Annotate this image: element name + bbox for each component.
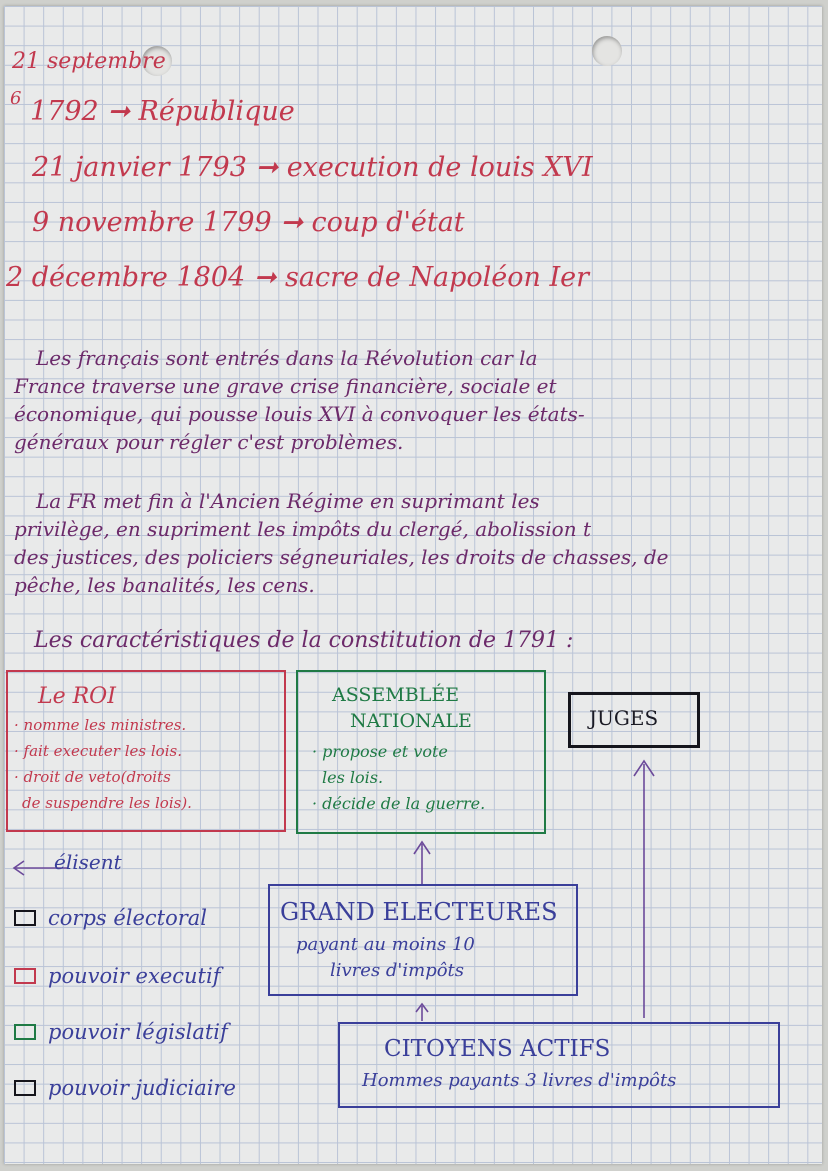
legend-label: corps électoral	[48, 906, 208, 930]
date-4-event: sacre de Napoléon Ier	[285, 262, 590, 293]
juges-box	[568, 692, 700, 748]
legend-pouvoir-legislatif	[14, 1020, 228, 1044]
paragraph-2-line: privilège, en supriment les impôts du clergé, abolission t	[14, 517, 592, 541]
paragraph-2-line: des justices, des policiers ségneuriales, les droits de chasses, de	[14, 545, 669, 569]
date-3-date: 9 novembre 1799	[32, 207, 272, 238]
arrow-icon: ➞	[280, 207, 303, 238]
date-line-1-prefix: 6	[10, 88, 22, 109]
assemblee-title-2: NATIONALE	[350, 710, 472, 732]
roi-line: · nomme les ministres.	[14, 716, 187, 734]
legend-label: pouvoir judiciaire	[48, 1076, 236, 1100]
paragraph-2-line: pêche, les banalités, les cens.	[14, 573, 315, 597]
legend-label: pouvoir législatif	[48, 1020, 228, 1044]
constitution-title: Les caractéristiques de la constitution de 1791 :	[34, 628, 574, 653]
assemblee-line: les lois.	[322, 768, 384, 787]
legend-pouvoir-judiciaire	[14, 1076, 236, 1100]
legend-label: pouvoir executif	[48, 964, 221, 988]
grand-electeurs-line1: payant au moins 10	[296, 934, 475, 955]
assemblee-line: · propose et vote	[312, 742, 448, 761]
date-line-1-day: 21 septembre	[12, 49, 166, 74]
date-1-event: République	[138, 96, 295, 127]
notebook-page	[4, 6, 822, 1164]
legend-swatch	[14, 1024, 36, 1040]
legend-swatch	[14, 1080, 36, 1096]
paragraph-1-line: France traverse une grave crise financière, sociale et	[14, 374, 557, 398]
elisent-label: élisent	[54, 850, 122, 874]
paragraph-1-line: Les français sont entrés dans la Révolution car la	[36, 346, 538, 370]
grand-electeurs-box	[268, 884, 578, 996]
date-2-date: 21 janvier 1793	[32, 152, 247, 183]
assemblee-box	[296, 670, 546, 834]
arrow-icon: ➞	[107, 96, 130, 127]
arrow-icon: ➞	[253, 262, 277, 293]
roi-line: de suspendre les lois).	[22, 794, 192, 812]
date-3-event: coup d'état	[311, 207, 465, 238]
legend-swatch	[14, 968, 36, 984]
roi-line: · droit de veto(droits	[14, 768, 171, 786]
legend-pouvoir-executif	[14, 964, 220, 988]
assemblee-line: · décide de la guerre.	[312, 794, 486, 813]
date-1-year: 1792	[30, 96, 99, 127]
juges-title: JUGES	[589, 706, 659, 730]
legend-corps-electoral	[14, 906, 207, 930]
legend-swatch	[14, 910, 36, 926]
paragraph-1-line: économique, qui pousse louis XVI à convoquer les états-	[14, 402, 585, 426]
arrow-icon: ➞	[255, 152, 279, 183]
roi-title: Le ROI	[38, 684, 116, 709]
paragraph-2-line: La FR met fin à l'Ancien Régime en suprimant les	[36, 489, 540, 513]
citoyens-line: Hommes payants 3 livres d'impôts	[362, 1070, 677, 1091]
date-2-event: execution de louis XVI	[286, 152, 593, 183]
date-4-date: 2 décembre 1804	[6, 262, 246, 293]
citoyens-title: CITOYENS ACTIFS	[384, 1036, 611, 1062]
roi-line: · fait executer les lois.	[14, 742, 182, 760]
grand-electeurs-title: GRAND ELECTEURES	[280, 898, 558, 926]
roi-box	[6, 670, 286, 832]
assemblee-title-1: ASSEMBLÉE	[332, 684, 460, 706]
grand-electeurs-line2: livres d'impôts	[330, 960, 465, 981]
paragraph-1-line: généraux pour régler c'est problèmes.	[14, 430, 404, 454]
citoyens-box	[338, 1022, 780, 1108]
